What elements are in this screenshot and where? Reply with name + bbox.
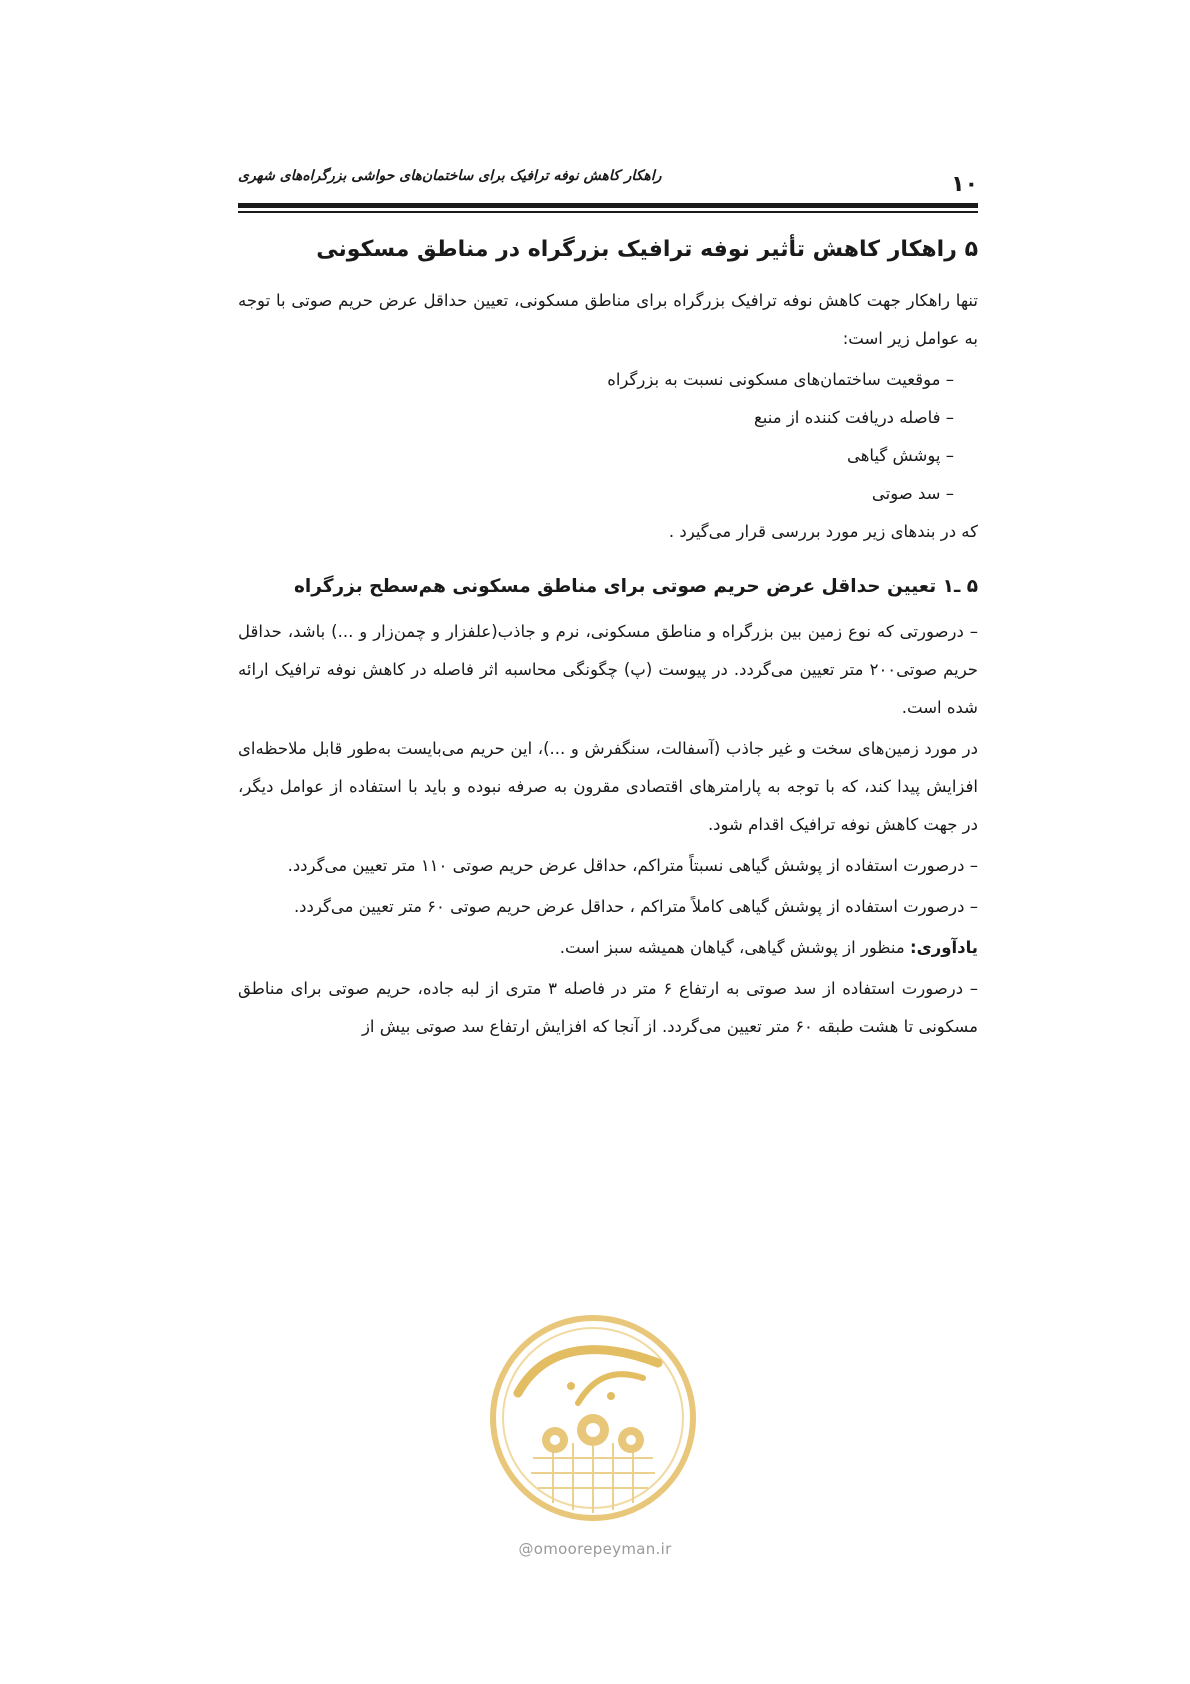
paragraph-dense-vegetation: – درصورت استفاده از پوشش گیاهی نسبتاً متراکم، حداقل عرض حریم صوتی ۱۱۰ متر تعیین می‌گردد. — [287, 856, 978, 875]
watermark-url-text: omoorepeyman.ir — [533, 1540, 672, 1558]
page-number: ۱۰ — [951, 172, 978, 197]
section-intro: تنها راهکار جهت کاهش نوفه ترافیک بزرگراه برای مناطق مسکونی، تعیین حداقل عرض حریم صوتی با توجه به عوامل زیر است: — [238, 291, 978, 348]
note-text: منظور از پوشش گیاهی، گیاهان همیشه سبز است. — [559, 938, 910, 957]
factor-list — [238, 361, 978, 513]
note-label: یادآوری: — [910, 938, 978, 957]
at-icon: @ — [518, 1540, 534, 1558]
page-header — [238, 158, 978, 198]
page-content — [238, 228, 978, 1049]
section-title: ۵ راهکار کاهش تأثیر نوفه ترافیک بزرگراه در مناطق مسکونی — [316, 237, 978, 262]
paragraph-very-dense-vegetation: – درصورت استفاده از پوشش گیاهی کاملاً متراکم ، حداقل عرض حریم صوتی ۶۰ متر تعیین می‌گردد. — [293, 897, 978, 916]
watermark-logo — [483, 1308, 703, 1528]
running-title: راهکار کاهش نوفه ترافیک برای ساختمان‌های حواشی بزرگراه‌های شهری — [238, 168, 662, 184]
factor-item: – فاصله دریافت کننده از منبع — [754, 408, 954, 427]
paragraph-hard-ground: در مورد زمین‌های سخت و غیر جاذب (آسفالت، سنگفرش و ...)، این حریم می‌بایست به‌طور قابل ملاحظه‌ای افزایش پیدا کند، که با توجه به پارامترهای اقتصادی مقرون به صرفه نبوده و باید با استفاده از عوامل دیگر، در جهت کاهش نوفه ترافیک اقدام شود. — [238, 739, 978, 834]
factor-item: – سد صوتی — [871, 484, 954, 503]
factor-item: – پوشش گیاهی — [846, 446, 954, 465]
header-rule-thick — [238, 203, 978, 208]
subsection-title: ۵ ـ۱ تعیین حداقل عرض حریم صوتی برای مناطق مسکونی هم‌سطح بزرگراه — [294, 576, 978, 597]
note — [238, 929, 978, 967]
factor-item: – موقعیت ساختمان‌های مسکونی نسبت به بزرگراه — [607, 370, 954, 389]
header-rule-thin — [238, 211, 978, 213]
paragraph-noise-barrier: – درصورت استفاده از سد صوتی به ارتفاع ۶ متر در فاصله ۳ متری از لبه جاده، حریم صوتی برای مناطق مسکونی تا هشت طبقه ۶۰ متر تعیین می‌گردد. از آنجا که افزایش ارتفاع سد صوتی بیش از — [238, 979, 979, 1036]
paragraph-soft-ground: – درصورتی که نوع زمین بین بزرگراه و مناطق مسکونی، نرم و جاذب(علفزار و چمن‌زار و ...) باشد، حداقل حریم صوتی۲۰۰ متر تعیین می‌گردد. در پیوست (پ) چگونگی محاسبه اثر فاصله در کاهش نوفه ترافیک ارائه شده است. — [238, 622, 978, 717]
watermark-url — [480, 1540, 710, 1558]
section-outro: که در بندهای زیر مورد بررسی قرار می‌گیرد . — [668, 522, 978, 541]
watermark-seal-icon — [483, 1308, 703, 1528]
